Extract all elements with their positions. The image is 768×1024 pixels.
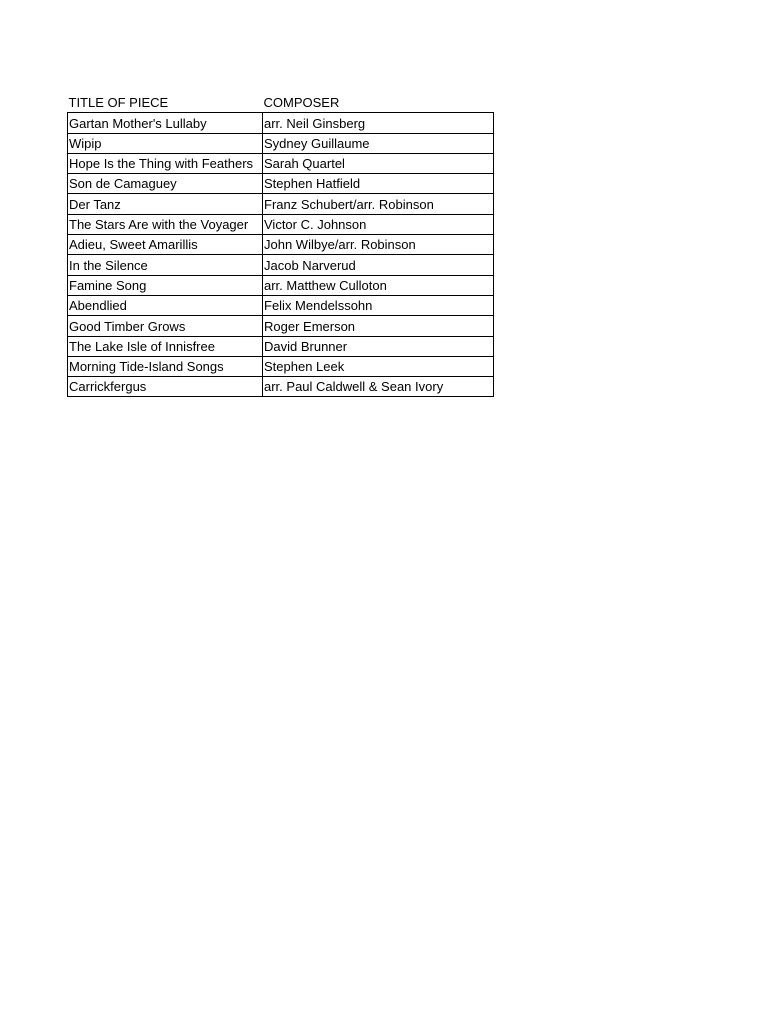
title-cell: In the Silence xyxy=(68,255,263,275)
composer-cell: Stephen Leek xyxy=(263,356,494,376)
table-row xyxy=(68,153,494,173)
table-row xyxy=(68,174,494,194)
composer-cell: Franz Schubert/arr. Robinson xyxy=(263,194,494,214)
table-row xyxy=(68,275,494,295)
title-cell: Hope Is the Thing with Feathers xyxy=(68,153,263,173)
table-row xyxy=(68,113,494,133)
composer-cell: David Brunner xyxy=(263,336,494,356)
composer-cell: arr. Matthew Culloton xyxy=(263,275,494,295)
table-row xyxy=(68,194,494,214)
title-cell: Good Timber Grows xyxy=(68,316,263,336)
composer-cell: Sarah Quartel xyxy=(263,153,494,173)
composer-cell: arr. Neil Ginsberg xyxy=(263,113,494,133)
title-cell: Gartan Mother's Lullaby xyxy=(68,113,263,133)
column-header-title: TITLE OF PIECE xyxy=(68,95,169,111)
composer-cell: Felix Mendelssohn xyxy=(263,295,494,315)
table-row xyxy=(68,295,494,315)
composer-cell: Stephen Hatfield xyxy=(263,174,494,194)
title-cell: The Stars Are with the Voyager xyxy=(68,214,263,234)
title-cell: Morning Tide-Island Songs xyxy=(68,356,263,376)
title-cell: Famine Song xyxy=(68,275,263,295)
composer-cell: Victor C. Johnson xyxy=(263,214,494,234)
composer-cell: Jacob Narverud xyxy=(263,255,494,275)
table-row xyxy=(68,255,494,275)
table-row xyxy=(68,133,494,153)
repertoire-sheet xyxy=(67,93,494,397)
composer-cell: Sydney Guillaume xyxy=(263,133,494,153)
table-row xyxy=(68,336,494,356)
table-row xyxy=(68,235,494,255)
composer-cell: John Wilbye/arr. Robinson xyxy=(263,235,494,255)
composer-cell: arr. Paul Caldwell & Sean Ivory xyxy=(263,377,494,397)
title-cell: Der Tanz xyxy=(68,194,263,214)
table-row xyxy=(68,316,494,336)
title-cell: Son de Camaguey xyxy=(68,174,263,194)
table-row xyxy=(68,214,494,234)
composer-cell: Roger Emerson xyxy=(263,316,494,336)
title-cell: The Lake Isle of Innisfree xyxy=(68,336,263,356)
title-cell: Wipip xyxy=(68,133,263,153)
table-row xyxy=(68,356,494,376)
column-header-composer: COMPOSER xyxy=(263,95,340,111)
header-row xyxy=(68,93,494,113)
title-cell: Carrickfergus xyxy=(68,377,263,397)
title-cell: Abendlied xyxy=(68,295,263,315)
table-row xyxy=(68,377,494,397)
title-cell: Adieu, Sweet Amarillis xyxy=(68,235,263,255)
repertoire-table xyxy=(67,93,494,397)
